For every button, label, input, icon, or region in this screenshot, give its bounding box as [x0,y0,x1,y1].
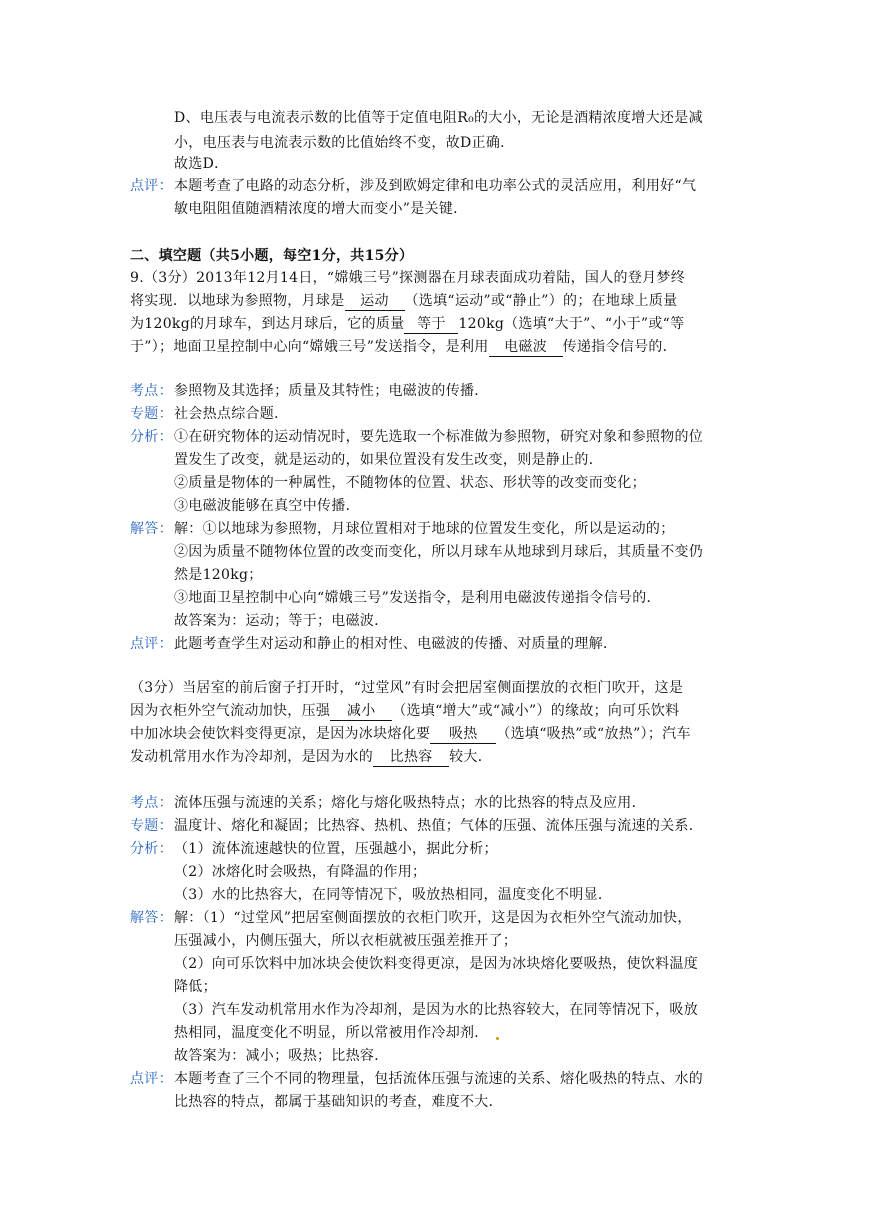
q9-kaodian: 参照物及其选择；质量及其特性；电磁波的传播． [174,383,489,399]
q10-blank-3: 比热容 [373,748,449,767]
q9-text: 为120kg的月球车，到达月球后，它的质量 [130,316,405,332]
q10-fenxi-1: （1）流体流速越快的位置，压强越小，据此分析； [174,841,498,857]
q10-jieda-5: （3）汽车发动机常用水作为冷却剂，是因为水的比热容较大，在同等情况下，吸放 [174,1002,699,1018]
q10-zhuanti-label: 专题： [130,818,173,834]
q10-jieda-6: 热相同，温度变化不明显，所以常被用作冷却剂． [174,1025,489,1041]
q9-text: 于”）；地面卫星控制中心向“嫦娥三号”发送指令，是利用 [130,339,489,355]
q9-kaodian-label: 考点： [130,383,173,399]
q10-zhuanti: 温度计、熔化和凝固；比热容、热机、热值；气体的压强、流体压强与流速的关系． [174,818,704,834]
q10-jieda-3: （2）向可乐饮料中加冰块会使饮料变得更凉，是因为冰块熔化要吸热，使饮料温度 [174,956,699,972]
q10-jieda-7: 故答案为：减小；吸热；比热容． [174,1048,389,1064]
option-d-line-2: 小，电压表与电流表示数的比值始终不变，故D正确． [174,135,515,151]
q10-text: （选填“吸热”或“放热”）；汽车 [496,726,691,742]
q10-fenxi-label: 分析： [130,841,173,857]
q10-kaodian: 流体压强与流速的关系；熔化与熔化吸热特点；水的比热容的特点及应用． [174,795,646,811]
q9-zhuanti: 社会热点综合题． [174,406,289,422]
q10-dianping-label: 点评： [130,1071,173,1087]
q9-dianping: 此题考查学生对运动和静止的相对性、电磁波的传播、对质量的理解． [174,636,618,652]
q9-zhuanti-label: 专题： [130,406,173,422]
q9-jieda-3: 然是120kg； [174,567,263,583]
q9-fenxi-label: 分析： [130,429,173,445]
q10-line-2 [130,701,679,723]
q10-blank-2: 吸热 [430,725,496,744]
q9-fenxi-3: ②质量是物体的一种属性，不随物体的位置、状态、形状等的改变而变化； [174,475,646,491]
q10-text: 发动机常用水作为冷却剂，是因为水的 [130,749,374,765]
comment-line-2: 敏电阻阻值随酒精浓度的增大而变小”是关键． [174,201,468,217]
q10-jieda-label: 解答： [130,910,173,926]
q10-jieda-2: 压强减小，内侧压强大，所以衣柜就被压强差推开了； [174,933,518,949]
q9-line-2 [130,291,677,313]
q9-line-3 [130,314,684,336]
q10-text: 中加冰块会使饮料变得更凉，是因为冰块熔化要 [130,726,431,742]
option-d-line-1: D、电压表与电流表示数的比值等于定值电阻R₀的大小，无论是酒精浓度增大还是减 [174,110,703,126]
q10-jieda-1: 解：（1）“过堂风”把居室侧面摆放的衣柜门吹开，这是因为衣柜外空气流动加快， [174,910,692,926]
stray-mark [496,1037,499,1040]
q10-kaodian-label: 考点： [130,795,173,811]
choose-answer: 故选D． [174,156,229,172]
q9-jieda-4: ③地面卫星控制中心向“嫦娥三号”发送指令，是利用电磁波传递指令信号的． [174,590,661,606]
section-title: 二、填空题（共5小题，每空1分，共15分） [130,248,414,264]
q9-fenxi-4: ③电磁波能够在真空中传播． [174,498,360,514]
q9-line-1: 9.（3分）2013年12月14日，“嫦娥三号”探测器在月球表面成功着陆，国人的登月梦终 [130,270,686,286]
q10-fenxi-2: （2）冰熔化时会吸热，有降温的作用； [174,864,427,880]
q9-blank-1: 运动 [345,292,405,311]
q9-fenxi-1: ①在研究物体的运动情况时，要先选取一个标准做为参照物，研究对象和参照物的位 [174,429,704,445]
q9-jieda-1: 解：①以地球为参照物，月球位置相对于地球的位置发生变化，所以是运动的； [174,521,675,537]
q10-fenxi-3: （3）水的比热容大，在同等情况下，吸放热相同，温度变化不明显． [174,887,613,903]
q10-line-3 [130,724,691,746]
q10-dianping-2: 比热容的特点，都属于基础知识的考查，难度不大． [174,1094,503,1110]
q9-text: 传递指令信号的． [562,339,677,355]
q10-jieda-4: 降低； [174,979,217,995]
comment-label: 点评： [130,178,173,194]
q9-dianping-label: 点评： [130,636,173,652]
q9-line-4 [130,337,677,359]
comment-line-1: 本题考查了电路的动态分析，涉及到欧姆定律和电功率公式的灵活应用，利用好“气 [174,178,697,194]
q10-text: （选填“增大”或“减小”）的缘故；向可乐饮料 [392,703,680,719]
q9-fenxi-2: 置发生了改变，就是运动的，如果位置没有发生改变，则是静止的． [174,452,603,468]
q9-text: 120kg（选填“大于”、“小于”或“等 [458,316,685,332]
q9-blank-2: 等于 [404,315,458,334]
q9-text: （选填“运动”或“静止”）的；在地球上质量 [404,293,678,309]
q9-jieda-2: ②因为质量不随物体位置的改变而变化，所以月球车从地球到月球后，其质量不变仍 [174,544,704,560]
q10-dianping-1: 本题考查了三个不同的物理量，包括流体压强与流速的关系、熔化吸热的特点、水的 [174,1071,704,1087]
q9-text: 将实现．以地球为参照物，月球是 [130,293,345,309]
q10-blank-1: 减小 [330,702,392,721]
q9-jieda-5: 故答案为：运动；等于；电磁波． [174,613,389,629]
q10-text: 较大． [449,749,493,765]
q10-line-1: （3分）当居室的前后窗子打开时，“过堂风”有时会把居室侧面摆放的衣柜门吹开，这是 [130,680,684,696]
q9-blank-3: 电磁波 [489,338,563,357]
q9-jieda-label: 解答： [130,521,173,537]
q10-text: 因为衣柜外空气流动加快，压强 [130,703,331,719]
q10-line-4 [130,747,492,769]
